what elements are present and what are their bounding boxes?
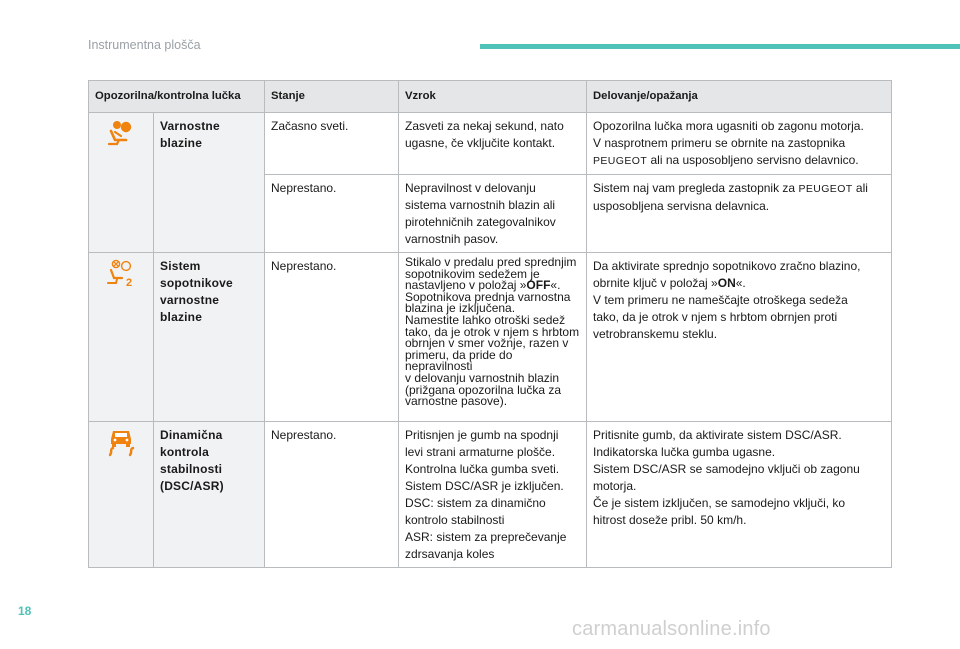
warning-lamps-table [88,80,892,568]
passenger-airbag-off-icon [95,258,147,288]
action-cell: Sistem naj vam pregleda zastopnik za PEUGEOT ali usposobljena servisna delavnica. [587,175,892,253]
action-cell: Pritisnite gumb, da aktivirate sistem DSC/ASR. Indikatorska lučka gumba ugasne. Sistem DSC/ASR se samodejno vključi ob zagonu motorja. Če je sistem izključen, se samodejno vključi, ko hitrost doseže pribl. 50 km/h. [587,422,892,568]
icon-cell [89,253,154,422]
state-cell: Neprestano. [265,175,399,253]
page-title: Instrumentna plošča [88,38,201,52]
state-cell: Začasno sveti. [265,113,399,175]
table-row [89,253,892,422]
cause-cell: Zasveti za nekaj sekund, nato ugasne, če vključite kontakt. [399,113,587,175]
icon-cell [89,422,154,568]
header-state: Stanje [265,81,399,113]
table-row [89,422,892,568]
page-number: 18 [18,604,32,618]
header-cause: Vzrok [399,81,587,113]
action-cell: Opozorilna lučka mora ugasniti ob zagonu motorja. V nasprotnem primeru se obrnite na zastopnika PEUGEOT ali na usposobljeno servisno delavnico. [587,113,892,175]
lamp-name: Dinamična kontrola stabilnosti (DSC/ASR) [154,422,265,568]
cause-cell: Pritisnjen je gumb na spodnji levi strani armaturne plošče. Kontrolna lučka gumba sveti. Sistem DSC/ASR je izključen. DSC: sistem za dinamično kontrolo stabilnosti ASR: sistem za preprečevanje zdrsavanja koles [399,422,587,568]
dsc-stability-icon [95,427,147,457]
action-cell: Da aktivirate sprednjo sopotnikovo zračno blazino, obrnite ključ v položaj »ON«. V tem primeru ne nameščajte otroškega sedeža tako, da je otrok v njem s hrbtom obrnjen proti vetrobranskemu steklu. [587,253,892,422]
lamp-name: Sistem sopotnikove varnostne blazine [154,253,265,422]
watermark: carmanualsonline.info [572,618,771,640]
table-header-row [89,81,892,113]
header-action: Delovanje/opažanja [587,81,892,113]
cause-cell: Nepravilnost v delovanju sistema varnostnih blazin ali pirotehničnih zategovalnikov varnostnih pasov. [399,175,587,253]
cause-cell: Stikalo v predalu pred sprednjim sopotnikovim sedežem je nastavljeno v položaj »OFF«. Sopotnikova prednja varnostna blazina je izključena. Namestite lahko otroški sedež tako, da je otrok v njem s hrbtom obrnjen v smer vožnje, razen v primeru, da pride do nepravilnosti v delovanju varnostnih blazin (prižgana opozorilna lučka za varnostne pasove). [399,253,587,422]
svg-text:2: 2 [126,277,133,288]
header-lamp: Opozorilna/kontrolna lučka [89,81,265,113]
header-accent-bar [480,44,960,49]
lamp-name: Varnostne blazine [154,113,265,253]
airbag-warning-icon [95,118,147,148]
icon-cell [89,113,154,253]
state-cell: Neprestano. [265,422,399,568]
state-cell: Neprestano. [265,253,399,422]
table-row [89,113,892,175]
